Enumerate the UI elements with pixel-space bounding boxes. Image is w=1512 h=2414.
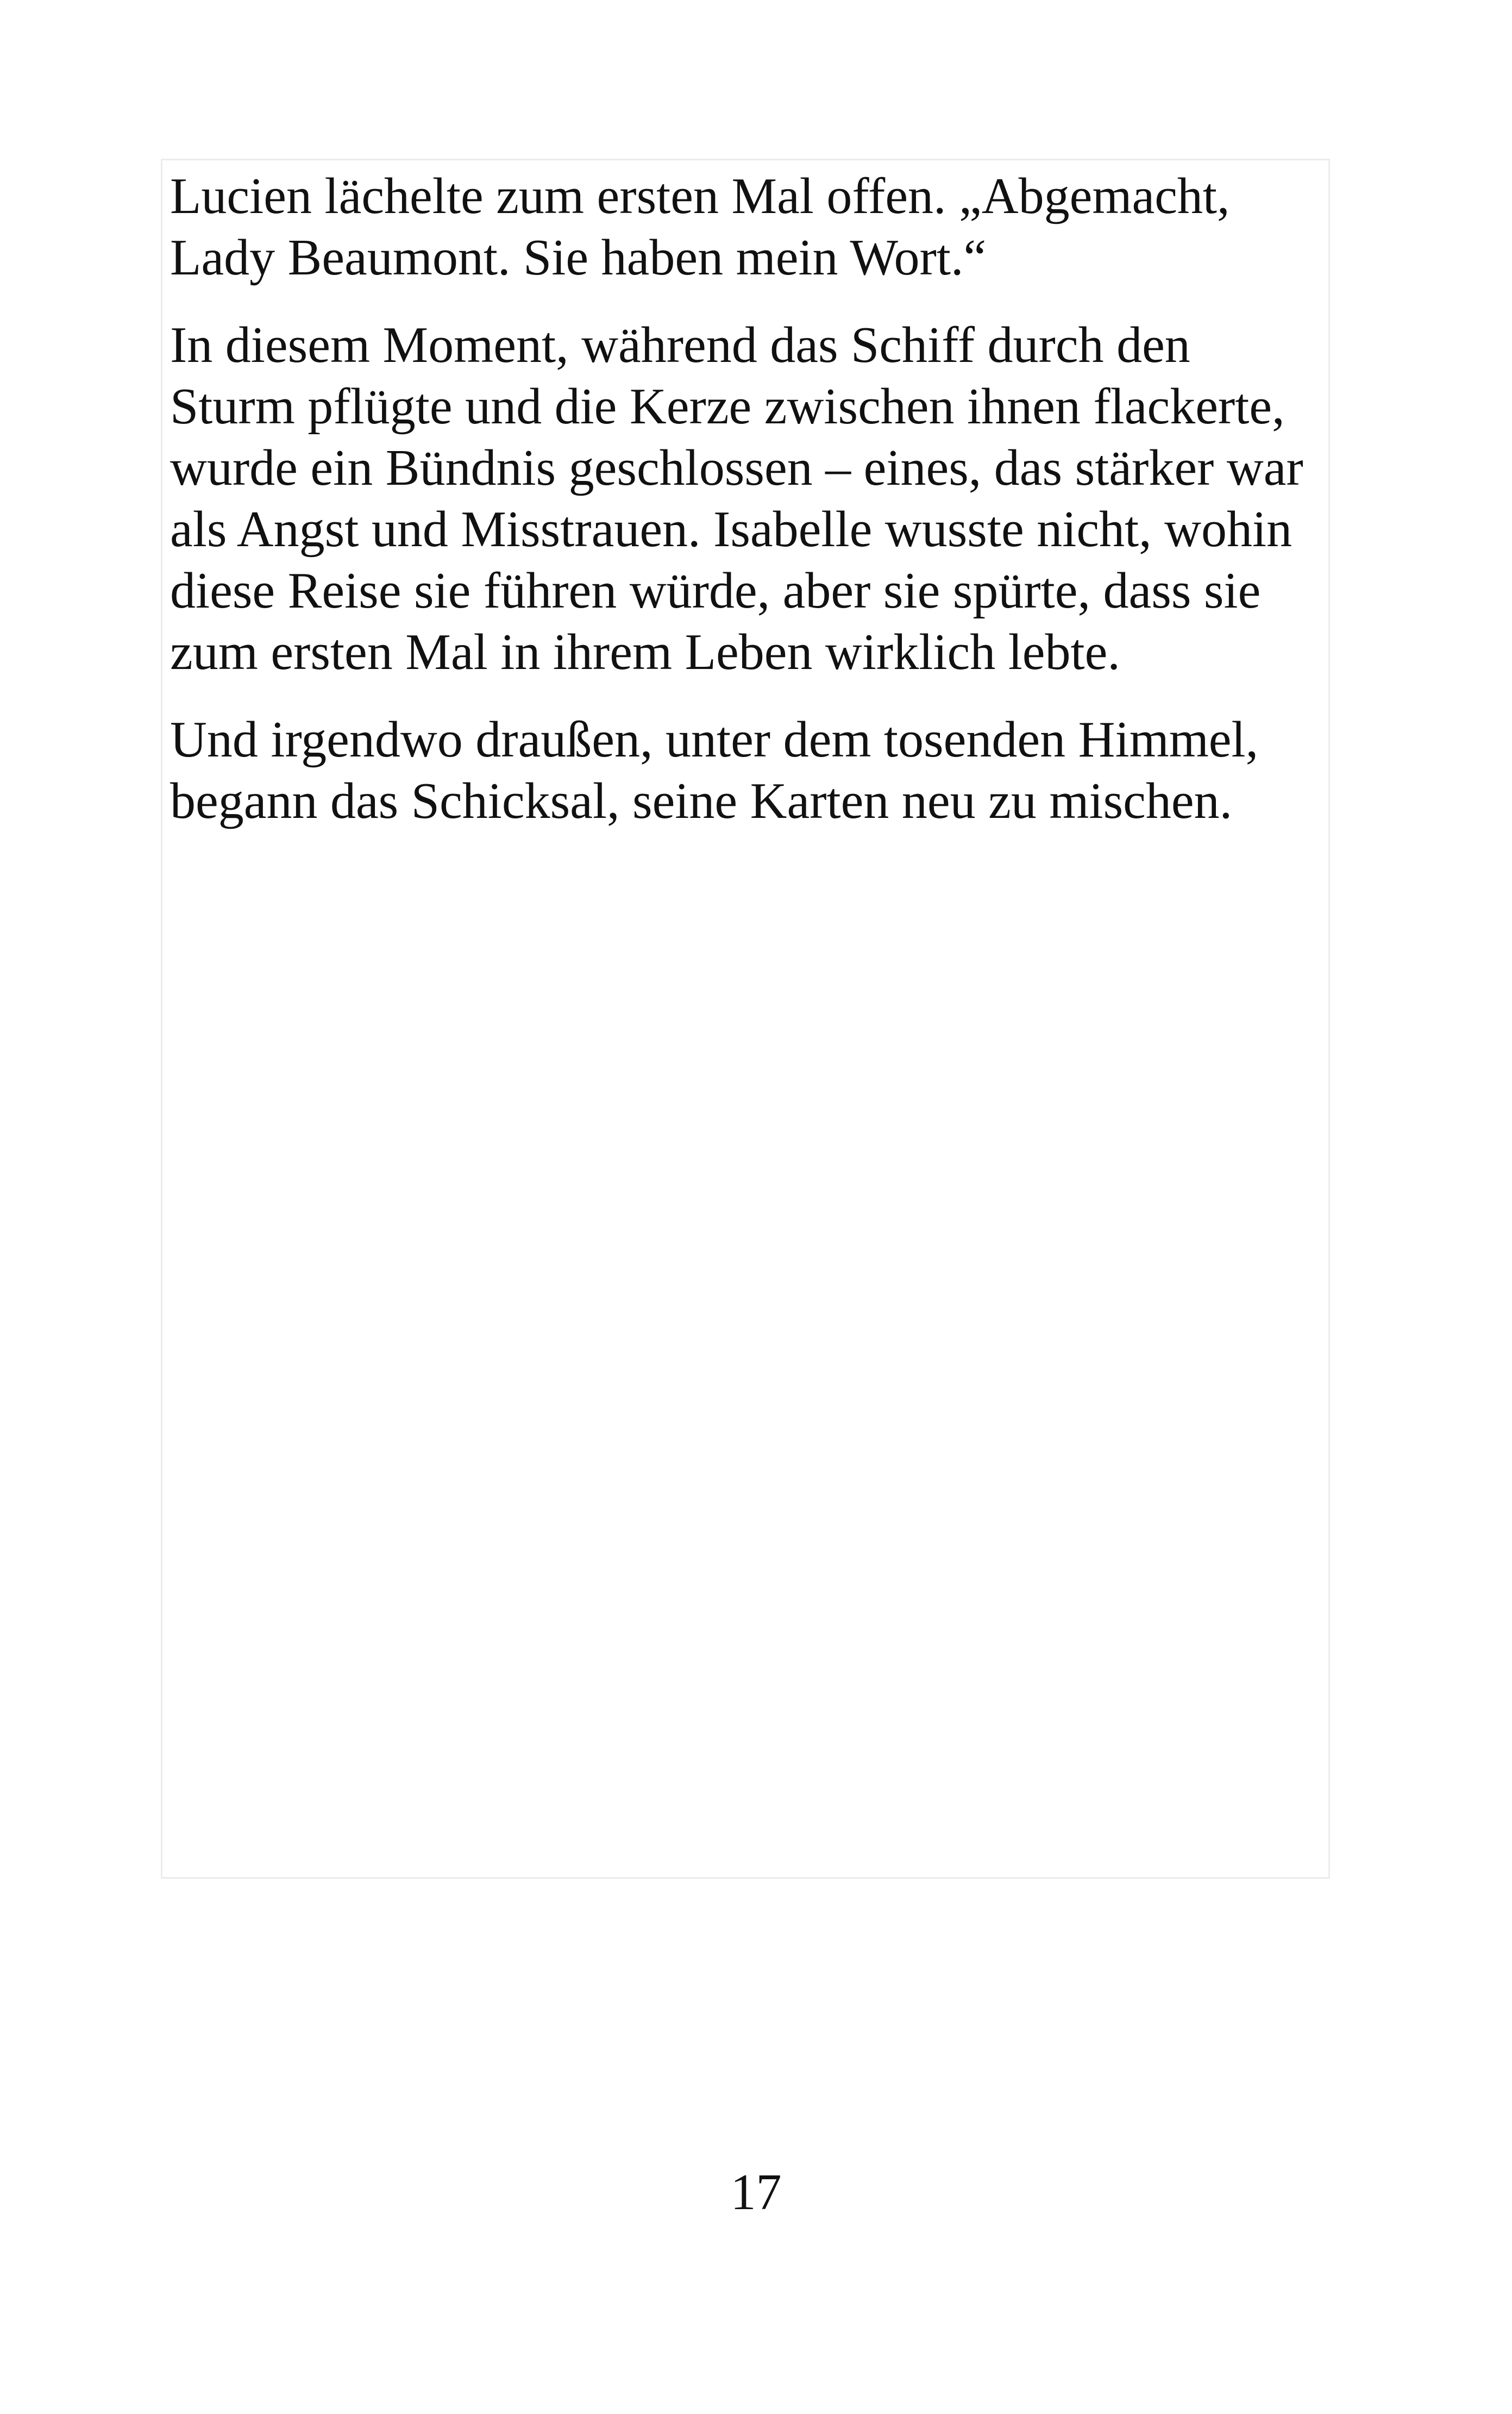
page-number: 17	[730, 2164, 782, 2221]
text-frame	[161, 159, 1330, 1879]
paragraph-3: Und irgendwo draußen, unter dem tosenden Himmel, begann das Schicksal, seine Karten neu zu mischen.	[170, 711, 1259, 829]
text-body	[170, 166, 1322, 858]
paragraph-1: Lucien lächelte zum ersten Mal offen. „Abgemacht, Lady Beaumont. Sie haben mein Wort.“	[170, 168, 1230, 286]
paragraph-2: In diesem Moment, während das Schiff durch den Sturm pflügte und die Kerze zwischen ihnen flackerte, wurde ein Bündnis geschlossen – eines, das stärker war als Angst und Misstrauen. Isabelle wusste nicht, wohin diese Reise sie führen würde, aber sie spürte, dass sie zum ersten Mal in ihrem Leben wirklich lebte.	[170, 317, 1303, 680]
